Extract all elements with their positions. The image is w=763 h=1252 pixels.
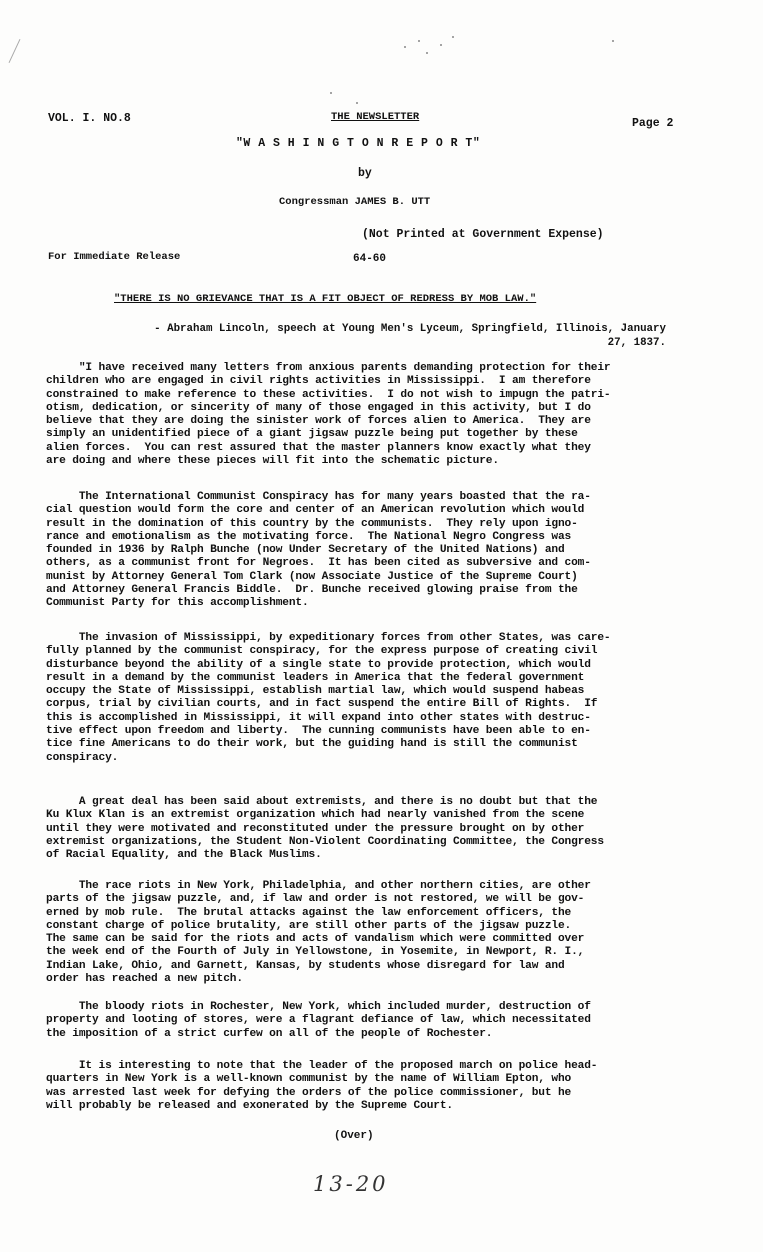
author-name: Congressman JAMES B. UTT xyxy=(279,196,431,208)
epigraph-quote: "THERE IS NO GRIEVANCE THAT IS A FIT OBJECT OF REDRESS BY MOB LAW." xyxy=(114,293,537,305)
byline-by: by xyxy=(358,167,372,180)
release-line: For Immediate Release xyxy=(48,251,181,263)
scan-mark xyxy=(9,39,21,63)
body-paragraph: "I have received many letters from anxious parents demanding protection for their children who are engaged in civil rights activities in Mississippi. I am therefore constrained to make reference to these activities. I do not wish to impugn the patri- otism, dedication, or sincerity of many of those engaged in this activity, but I do believe that they are doing the sinister work of forces alien to America. They are simply an unidentified piece of a giant jigsaw puzzle being put together by these alien forces. You can rest assured that the master planners know exactly what they are doing and where these pieces will fit into the schematic picture. xyxy=(46,362,611,468)
scan-speck xyxy=(418,40,420,42)
scan-speck xyxy=(612,40,614,42)
newsletter-title: THE NEWSLETTER xyxy=(331,111,420,123)
scan-speck xyxy=(330,92,332,94)
printing-note: (Not Printed at Government Expense) xyxy=(362,228,604,241)
body-paragraph: The race riots in New York, Philadelphia, and other northern cities, are other parts of the jigsaw puzzle, and, if law and order is not restored, we will be gov- erned by mob rule. The brutal attacks against the law enforcement officers, the constant charge of police brutality, are still other parts of the jigsaw puzzle. The same can be said for the riots and acts of vandalism which were committed over the week end of the Fourth of July in Yellowstone, in Yosemite, in Newport, R. I., Indian Lake, Ohio, and Garnett, Kansas, by students whose disregard for law and order has reached a new pitch. xyxy=(46,880,591,986)
body-paragraph: It is interesting to note that the leader of the proposed march on police head- quarters in New York is a well-known communist by the name of William Epton, who was arrested last week for defying the orders of the police commissioner, but he will probably be released and exonerated by the Supreme Court. xyxy=(46,1060,598,1112)
release-number: 64-60 xyxy=(353,253,387,265)
body-paragraph: The bloody riots in Rochester, New York, which included murder, destruction of property and looting of stores, were a flagrant defiance of law, which necessitated the imposition of a strict curfew on all of the people of Rochester. xyxy=(46,1001,591,1040)
scan-speck xyxy=(452,36,454,38)
body-paragraph: The International Communist Conspiracy has for many years boasted that the ra- cial question would form the core and center of an American revolution which would result in the domination of this country by the communists. They rely upon igno- rance and emotionalism as the motivating force. The National Negro Congress was founded in 1936 by Ralph Bunche (now Under Secretary of the United Nations) and others, as a communist front for Negroes. It has been cited as subversive and com- munist by Attorney General Tom Clark (now Associate Justice of the Supreme Court) and Attorney General Francis Biddle. Dr. Bunche received glowing praise from the Communist Party for this accomplishment. xyxy=(46,491,591,610)
report-title: "W A S H I N G T O N R E P O R T" xyxy=(236,137,481,150)
handwritten-note: 13-20 xyxy=(313,1172,389,1196)
body-paragraph: A great deal has been said about extremists, and there is no doubt but that the Ku Klux Klan is an extremist organization which had nearly vanished from the scene until they were motivated and reconstituted under the pressure brought on by other extremist organizations, the Student Non-Violent Coordinating Committee, the Congress of Racial Equality, and the Black Muslims. xyxy=(46,796,604,862)
scan-speck xyxy=(426,52,428,54)
over-note: (Over) xyxy=(334,1130,374,1142)
scan-speck xyxy=(356,102,358,104)
volume-number: VOL. I. NO.8 xyxy=(48,112,131,125)
epigraph-attribution: - Abraham Lincoln, speech at Young Men's Lyceum, Springfield, Illinois, January 27, 1837. xyxy=(154,323,666,349)
scan-speck xyxy=(440,44,442,46)
scan-speck xyxy=(404,46,406,48)
page-number: Page 2 xyxy=(632,117,674,130)
body-paragraph: The invasion of Mississippi, by expeditionary forces from other States, was care- fully planned by the communist conspiracy, for the express purpose of creating civil disturbance beyond the ability of a single state to provide protection, which would result in a demand by the communist leaders in America that the federal government occupy the State of Mississippi, establish martial law, which would suspend habeas corpus, trial by civilian courts, and in fact suspend the entire Bill of Rights. If this is accomplished in Mississippi, it will expand into other states with destruc- tive effect upon freedom and liberty. The cunning communists have been able to en- tice fine Americans to do their work, but the guiding hand is still the communist conspiracy. xyxy=(46,632,611,764)
